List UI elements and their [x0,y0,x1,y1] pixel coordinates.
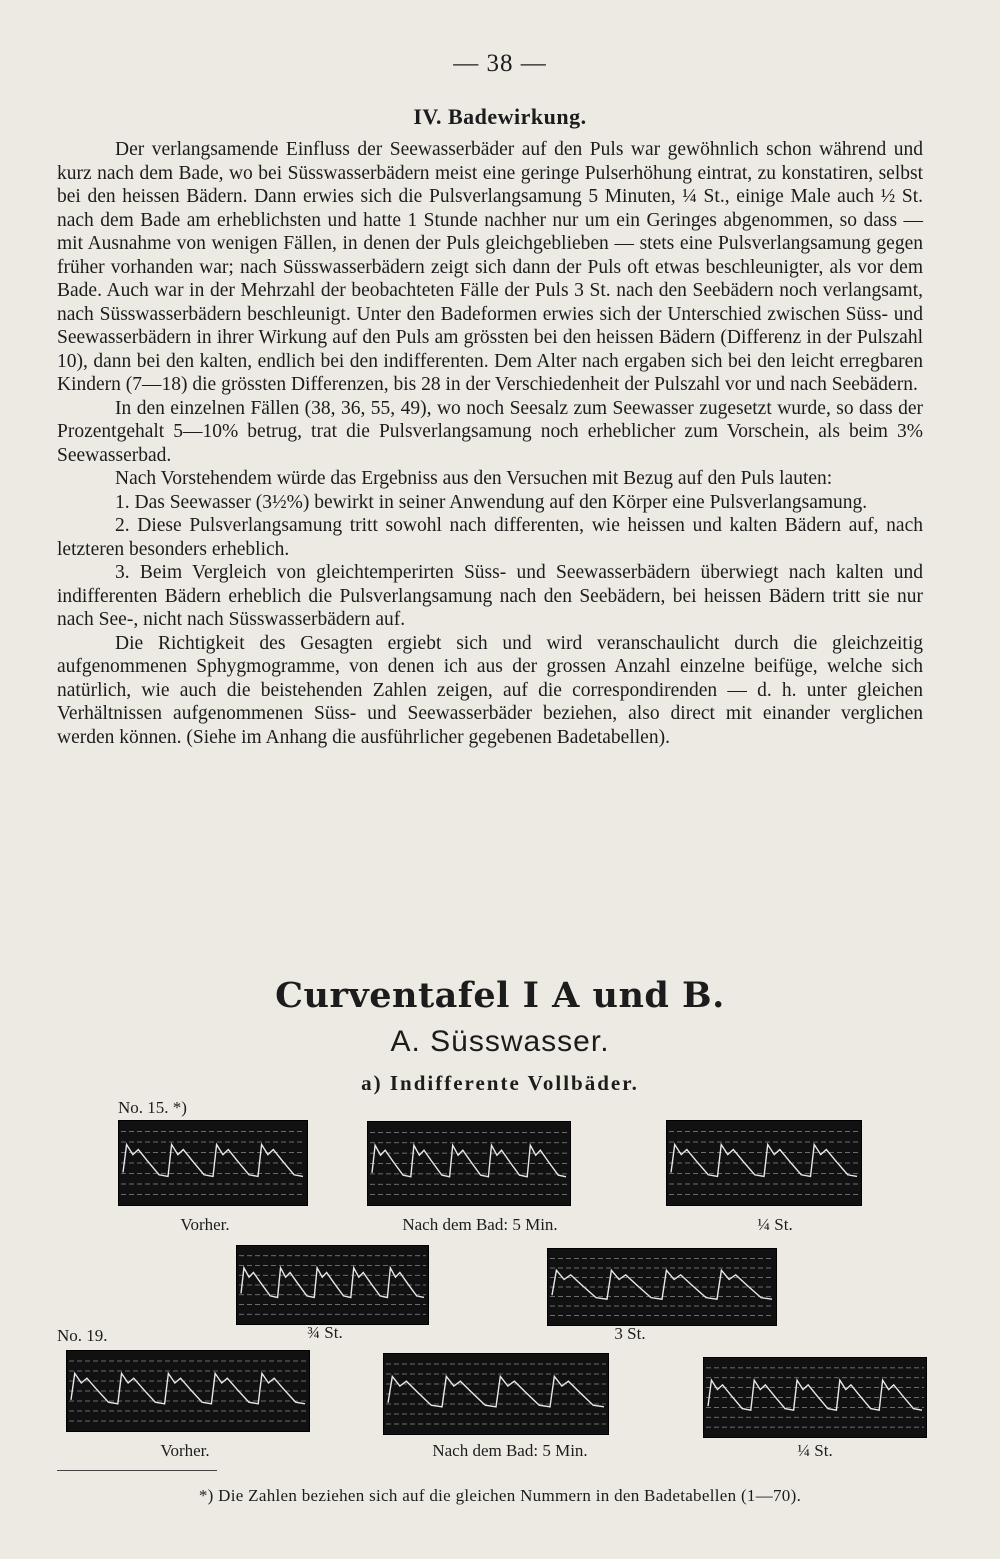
footnote: *) Die Zahlen beziehen sich auf die gleichen Nummern in den Badetabellen (1—70). [198,1486,802,1505]
sphygmogram-trace [236,1245,429,1325]
pulse-wave-line [388,1376,604,1406]
case-label: No. 15. *) [118,1098,187,1117]
plate-subtitle: A. Süsswasser. [390,1025,610,1058]
paragraph: 1. Das Seewasser (3½%) bewirkt in seiner Anwendung auf den Körper eine Pulsverlangsamung. [115,491,868,513]
trace-caption: Vorher. [180,1215,230,1234]
page-number: — 38 — [453,50,547,77]
pulse-wave-line [71,1373,305,1403]
plate-title: Curventafel I A und B. [275,975,725,1016]
sphygmogram-trace [383,1353,609,1435]
trace-caption: ¾ St. [307,1323,343,1342]
paragraph: Nach Vorstehendem würde das Ergebniss aus den Versuchen mit Bezug auf den Puls lauten: [115,468,833,489]
trace-caption: Vorher. [160,1441,210,1460]
case-label: No. 19. [57,1326,108,1345]
footnote-rule [57,1470,217,1471]
trace-caption: ¼ St. [797,1441,833,1460]
pulse-wave-line [708,1380,922,1410]
trace-caption: 3 St. [614,1324,646,1343]
section-heading: IV. Badewirkung. [413,104,587,129]
trace-caption: Nach dem Bad: 5 Min. [402,1215,558,1234]
plate-subsubtitle: a) Indifferente Vollbäder. [361,1071,639,1095]
sphygmogram-trace [66,1350,310,1432]
paragraph: Der verlangsamende Einfluss der Seewasserbäder auf den Puls war gewöhnlich schon während und kurz nach dem Bade, wo bei Süsswasserbädern meist eine geringe Pulserhöhung eintrat, zu konstatiren, selbst bei den heissen Bädern. Dann erwies sich die Pulsverlangsamung 5 Minuten, ¼ St., einige Male auch ½ St. nach dem Bade am erheblichsten und hatte 1 Stunde nachher nur um ein Geringes abgenommen, so dass — mit Ausnahme von wenigen Fällen, in denen der Puls gleichgeblieben — stets eine Pulsverlangsamung gegen früher vorhanden war; nach Süsswasserbädern zeigt sich dann der Puls oft etwas beschleunigter, als vor dem Bade. Auch war in der Mehrzahl der beobachteten Fälle der Puls 3 St. nach den Seebädern noch verlangsamt, nach Süsswasserbädern beschleunigt. Unter den Badeformen erwies sich der Unterschied zwischen Süss- und Seewasserbädern in ihrer Wirkung auf den Puls am grössten bei den heissen Bädern (Differenz in der Pulszahl 10), dann bei den kalten, endlich bei den indifferenten. Dem Alter nach ergaben sich bei den leicht erregbaren Kindern (7—18) die grössten Differenzen, bis 28 in der Verschiedenheit der Pulszahl vor und nach Seebädern. [57,139,923,395]
sphygmogram-trace [703,1357,927,1438]
pulse-wave-line [552,1270,772,1299]
trace-caption: ¼ St. [757,1215,793,1234]
trace-caption: Nach dem Bad: 5 Min. [432,1441,588,1460]
paragraph: 2. Diese Pulsverlangsamung tritt sowohl nach differenten, wie heissen und kalten Bädern auf, nach letzteren besonders erheblich. [57,515,923,560]
body-text [57,138,923,749]
pulse-wave-line [123,1145,303,1177]
sphygmogram-trace [666,1120,862,1206]
paragraph: Die Richtigkeit des Gesagten ergiebt sich und wird veranschaulicht durch die gleichzeitig aufgenommenen Sphygmogramme, von denen ich aus der grossen Anzahl einzelne beifüge, welche sich natürlich, wie auch die beistehenden Zahlen zeigen, auf die correspondirenden — d. h. unter gleichen Verhältnissen aufgenommenen Süss- und Seewasserbäder beziehen, also direct mit einander verglichen werden können. (Siehe im Anhang die ausführlicher gegebenen Badetabellen). [57,632,923,748]
pulse-wave-line [671,1145,857,1177]
sphygmogram-trace [547,1248,777,1326]
sphygmogram-trace [118,1120,308,1206]
paragraph: In den einzelnen Fällen (38, 36, 55, 49), wo noch Seesalz zum Seewasser zugesetzt wurde, so dass der Prozentgehalt 5—10% betrug, trat die Pulsverlangsamung noch erheblicher zum Vorschein, als beim 3% Seewasserbad. [57,397,923,466]
sphygmogram-trace [367,1121,571,1206]
pulse-wave-line [372,1145,566,1177]
pulse-wave-line [241,1268,424,1298]
paragraph: 3. Beim Vergleich von gleichtemperirten Süss- und Seewasserbädern überwiegt nach kalten und indifferenten Bädern erheblich die Pulsverlangsamung nach den Seebädern, bei heissen Bädern tritt sie nur nach See-, nicht nach Süsswasserbädern auf. [57,562,923,630]
